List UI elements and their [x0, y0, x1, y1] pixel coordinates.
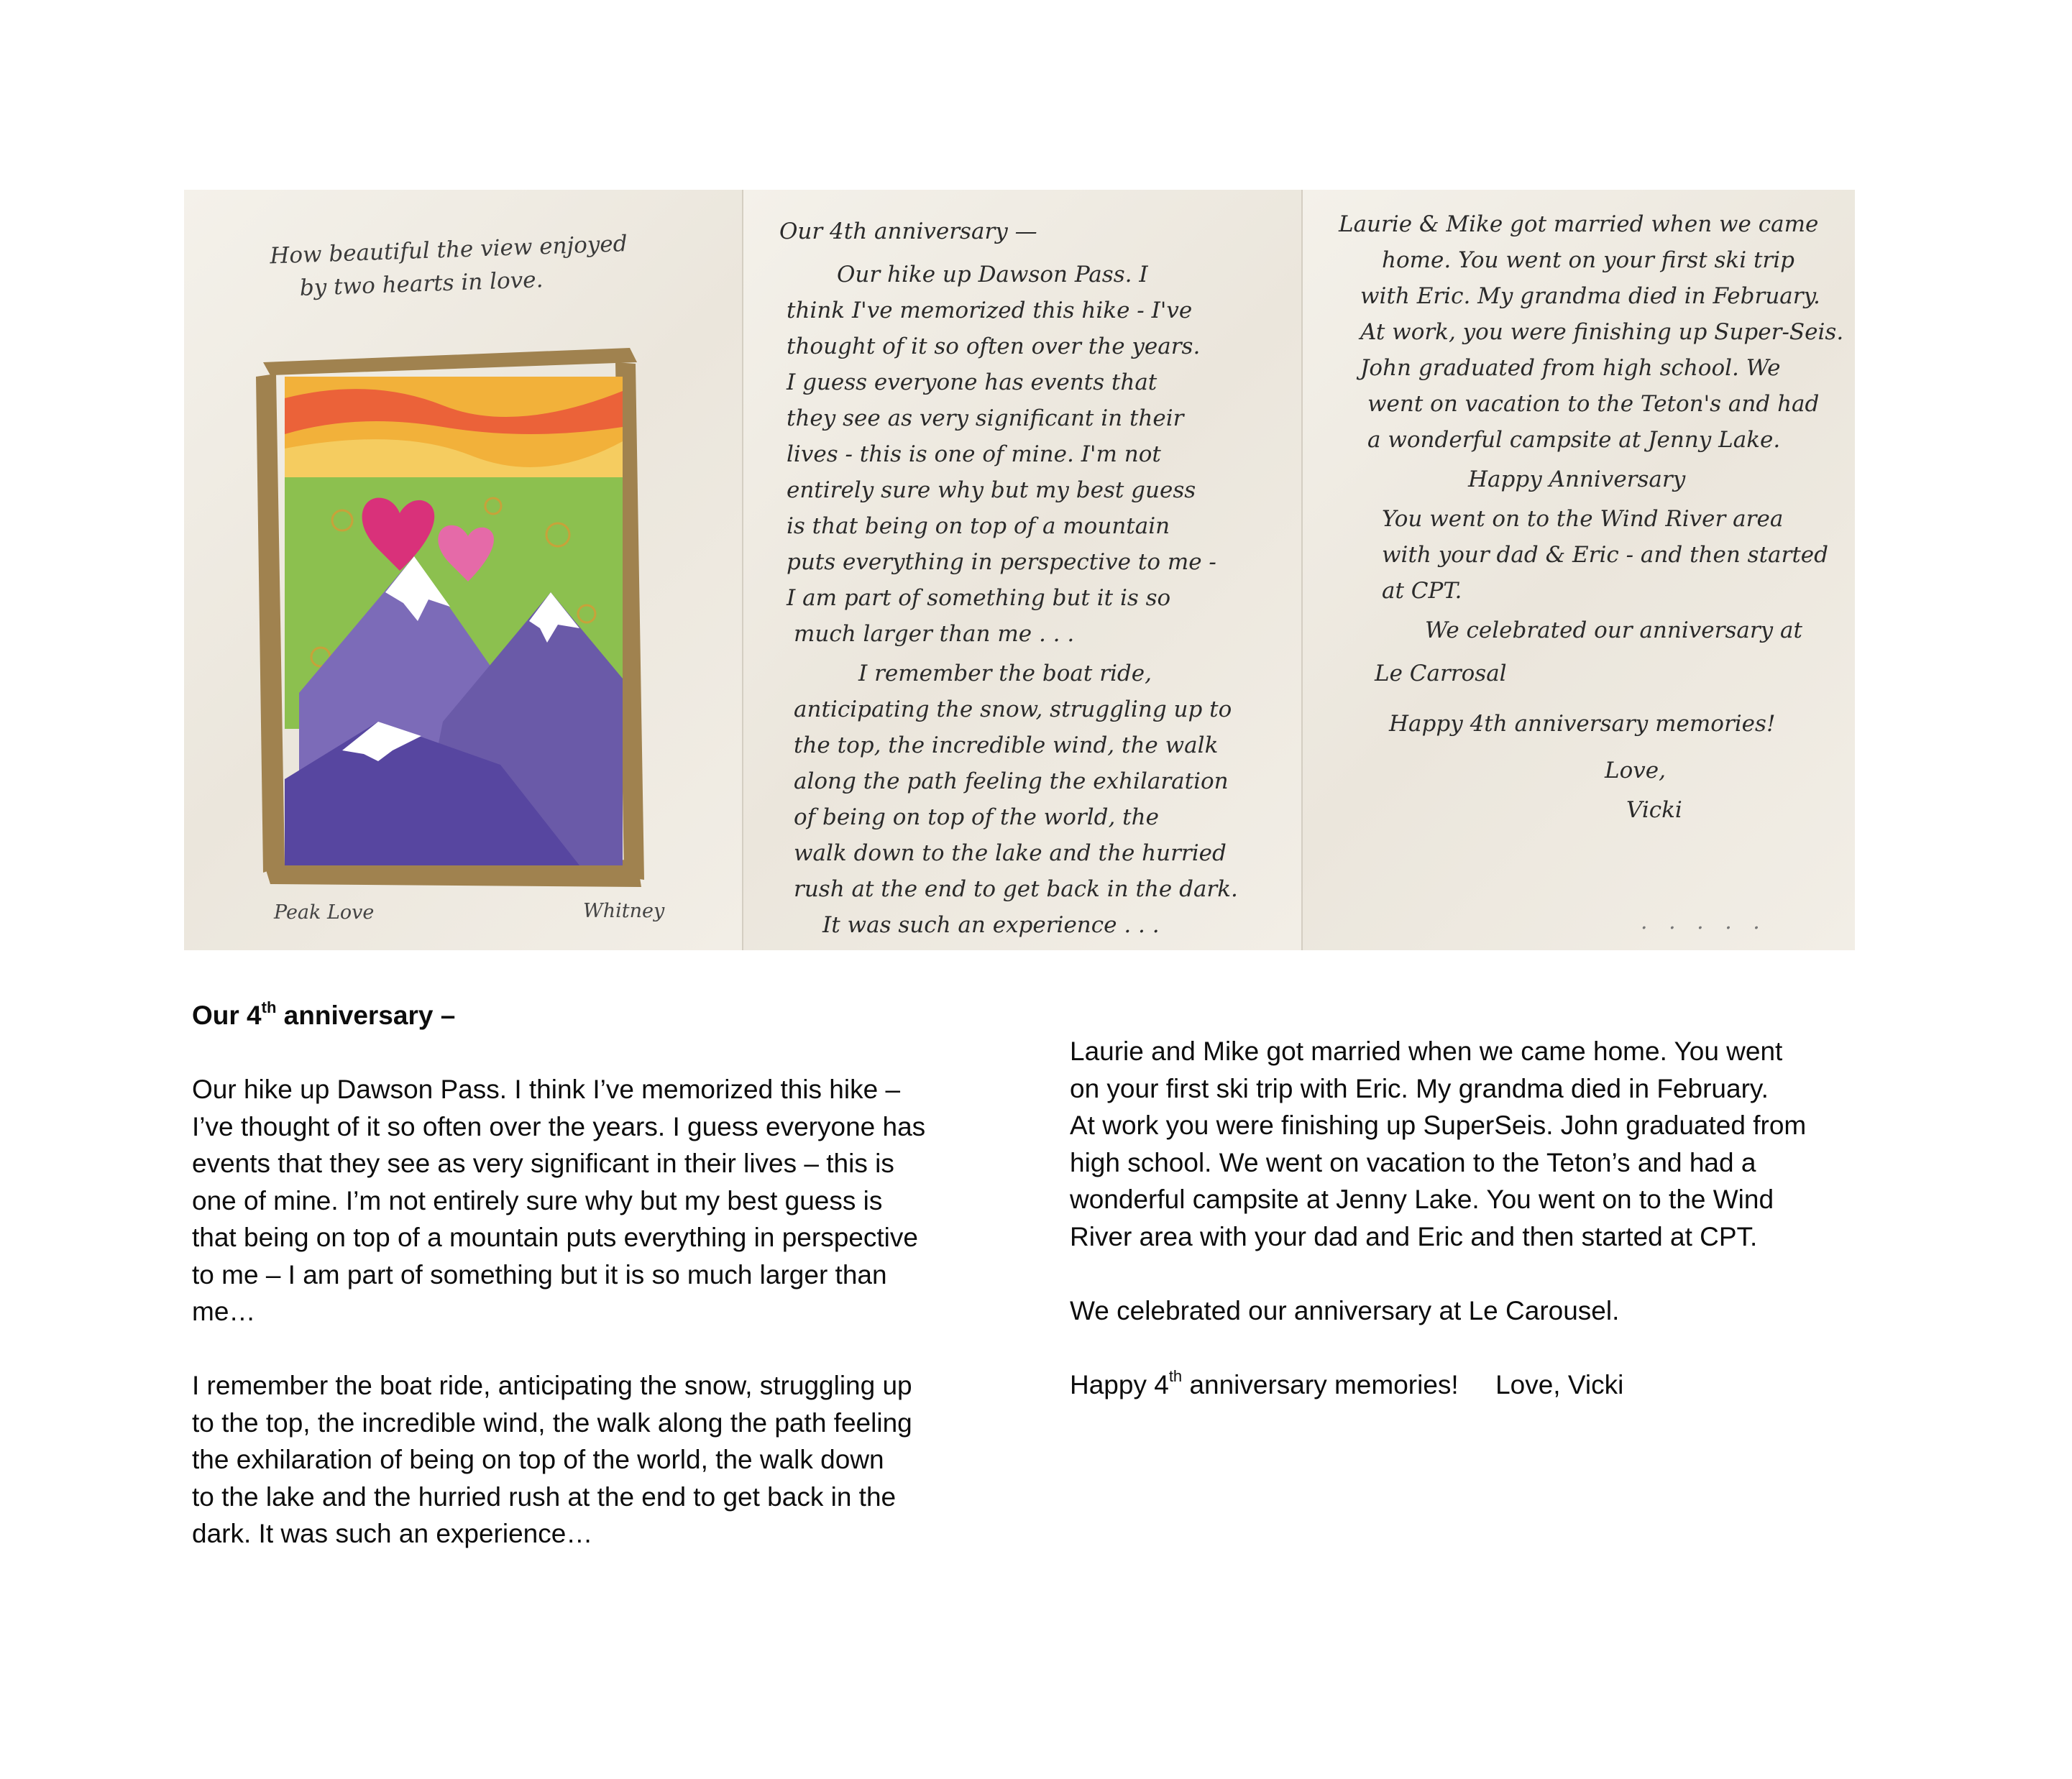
- tagline-line: How beautiful the view enjoyed: [269, 231, 628, 270]
- card-caption-artist: Whitney: [583, 900, 665, 922]
- card-tagline: [270, 226, 660, 306]
- spacer: [1070, 1329, 1875, 1366]
- handwritten-line: with Eric. My grandma died in February.: [1360, 283, 1820, 309]
- card-inside-left: [743, 190, 1301, 950]
- scanned-card: [184, 190, 1855, 950]
- handwritten-line: is that being on top of a mountain: [787, 513, 1170, 539]
- closing-line: Happy 4th anniversary memories! Love, Vicki: [1070, 1367, 1624, 1399]
- transcript-title: Our 4th anniversary –: [192, 998, 456, 1030]
- spacer: [192, 1034, 983, 1072]
- text-line: to me – I am part of something but it is so much larger than: [192, 1259, 887, 1290]
- mountain-hearts-icon: [256, 319, 644, 887]
- text-line: to the top, the incredible wind, the walk along the path feeling: [192, 1407, 912, 1438]
- handwritten-line: Our hike up Dawson Pass. I: [837, 262, 1148, 288]
- text-line: on your first ski trip with Eric. My grandma died in February.: [1070, 1073, 1769, 1103]
- card-front-panel: [184, 190, 742, 950]
- handwritten-signature: Vicki: [1626, 797, 1682, 823]
- handwritten-line: anticipating the snow, struggling up to: [794, 697, 1232, 722]
- paragraph-hike: [192, 1071, 983, 1330]
- transcript-right-column: [1070, 1033, 1875, 1403]
- paragraph-celebration: We celebrated our anniversary at Le Carousel.: [1070, 1295, 1620, 1325]
- text-line: I’ve thought of it so often over the years. I guess everyone has: [192, 1111, 926, 1141]
- text-line: one of mine. I’m not entirely sure why but my best guess is: [192, 1185, 883, 1215]
- handwritten-line: with your dad & Eric - and then started: [1382, 542, 1828, 568]
- text-line: events that they see as very significant in their lives – this is: [192, 1149, 894, 1178]
- text-line: me…: [192, 1297, 256, 1326]
- handwritten-line: entirely sure why but my best guess: [787, 477, 1196, 503]
- text-line: At work you were finishing up SuperSeis. John graduated from: [1070, 1111, 1807, 1140]
- text-line: to the lake and the hurried rush at the end to get back in the: [192, 1481, 897, 1512]
- handwritten-line: lives - this is one of mine. I'm not: [787, 441, 1161, 467]
- handwritten-line: I guess everyone has events that: [787, 369, 1158, 395]
- tagline-line: by two hearts in love.: [299, 267, 544, 302]
- decorative-dots: · · · · ·: [1641, 916, 1767, 941]
- handwritten-line: at CPT.: [1382, 578, 1462, 604]
- handwritten-line: much larger than me . . .: [794, 621, 1075, 647]
- text-line: the exhilaration of being on top of the world, the walk down: [192, 1445, 884, 1474]
- text-line: high school. We went on vacation to the Teton’s and had a: [1070, 1147, 1756, 1177]
- handwritten-line: went on vacation to the Teton's and had: [1367, 391, 1820, 417]
- handwritten-line: We celebrated our anniversary at: [1425, 617, 1802, 643]
- handwritten-line: It was such an experience . . .: [822, 912, 1160, 938]
- handwritten-line: John graduated from high school. We: [1360, 355, 1781, 381]
- handwritten-line: At work, you were finishing up Super-Seis.: [1360, 319, 1844, 345]
- handwritten-line: Our 4th anniversary —: [779, 219, 1037, 244]
- handwritten-line: Le Carrosal: [1375, 661, 1507, 686]
- text-line: Laurie and Mike got married when we came home. You went: [1070, 1036, 1783, 1066]
- handwritten-line: I am part of something but it is so: [787, 585, 1171, 611]
- handwritten-line: I remember the boat ride,: [858, 661, 1152, 686]
- card-inside-right: [1303, 190, 1855, 950]
- text-line: I remember the boat ride, anticipating the snow, struggling up: [192, 1371, 912, 1400]
- card-caption-title: Peak Love: [274, 901, 375, 924]
- text-line: River area with your dad and Eric and then started at CPT.: [1070, 1221, 1758, 1251]
- handwritten-line: thought of it so often over the years.: [787, 334, 1201, 359]
- handwritten-line: of being on top of the world, the: [794, 804, 1159, 830]
- handwritten-signoff: Love,: [1605, 758, 1666, 783]
- text-line: dark. It was such an experience…: [192, 1519, 593, 1548]
- handwritten-line: home. You went on your first ski trip: [1382, 247, 1794, 273]
- handwritten-line: a wonderful campsite at Jenny Lake.: [1367, 427, 1781, 453]
- handwritten-line: puts everything in perspective to me -: [787, 549, 1216, 575]
- handwritten-line: Happy Anniversary: [1468, 466, 1686, 492]
- handwritten-line: along the path feeling the exhilaration: [794, 768, 1229, 794]
- handwritten-line: Happy 4th anniversary memories!: [1389, 711, 1776, 737]
- text-line: that being on top of a mountain puts everything in perspective: [192, 1223, 918, 1252]
- handwritten-line: they see as very significant in their: [787, 405, 1184, 431]
- spacer: [1070, 1255, 1875, 1292]
- handwritten-line: Laurie & Mike got married when we came: [1339, 211, 1819, 237]
- mountain-hearts-illustration: [256, 319, 644, 887]
- handwritten-line: the top, the incredible wind, the walk: [794, 732, 1219, 758]
- handwritten-line: You went on to the Wind River area: [1382, 506, 1784, 532]
- paragraph-memories: [192, 1367, 983, 1553]
- spacer: [192, 1330, 983, 1368]
- paragraph-year-events: [1070, 1033, 1875, 1255]
- text-line: wonderful campsite at Jenny Lake. You went on to the Wind: [1070, 1185, 1774, 1214]
- handwritten-line: think I've memorized this hike - I've: [787, 298, 1193, 323]
- transcript-left-column: [192, 997, 983, 1553]
- handwritten-line: rush at the end to get back in the dark.: [794, 876, 1238, 902]
- handwritten-line: walk down to the lake and the hurried: [794, 840, 1227, 866]
- text-line: Our hike up Dawson Pass. I think I’ve memorized this hike –: [192, 1075, 901, 1104]
